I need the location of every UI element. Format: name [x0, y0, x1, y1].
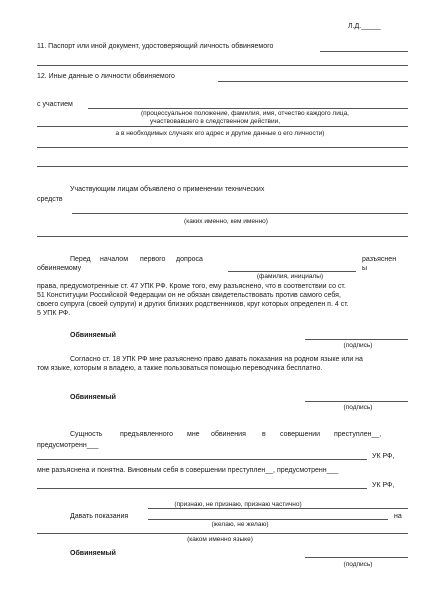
signature-1-field[interactable]: [305, 339, 408, 340]
participation-field-3[interactable]: [37, 147, 408, 148]
participation-field[interactable]: [88, 108, 408, 109]
signature-3-hint: (подпись): [343, 561, 373, 568]
charge-word-charge: обвинения: [211, 431, 246, 438]
participation-hint-1: (процессуальное положение, фамилия, имя, отчество каждого лица,: [141, 110, 349, 117]
testimony-willingness-field[interactable]: [148, 519, 388, 520]
language-line-2: том языке, которым я владею, а также пользоваться помощью переводчика бесплатно.: [37, 365, 323, 372]
charge-word-commission: совершении: [280, 431, 321, 438]
item-12-label: 12. Иные данные о личности обвиняемого: [37, 73, 175, 80]
interrogation-word-explained: разъяснен: [362, 256, 397, 263]
rights-paragraph-line-4: 5 УПК РФ.: [37, 310, 71, 317]
charge-guilt-line: мне разъяснена и понятна. Виновным себя в совершении преступлен__, предусмотренн___: [37, 467, 339, 474]
participation-field-4[interactable]: [37, 166, 408, 167]
testimony-plea-field[interactable]: [148, 508, 408, 509]
signature-2-label: Обвиняемый: [70, 394, 116, 401]
signature-1-label: Обвиняемый: [70, 332, 116, 339]
charge-word-me: мне: [187, 431, 200, 438]
testimony-hint-willingness: (желаю, не желаю): [211, 521, 269, 528]
testimony-hint-language: (каком именно языке): [187, 536, 253, 543]
item-11-label: 11. Паспорт или иной документ, удостоверяющий личность обвиняемого: [37, 43, 274, 50]
charge-provided: предусмотренн___: [37, 442, 99, 449]
signature-2-hint: (подпись): [343, 404, 373, 411]
interrogation-word-before: Перед: [70, 256, 91, 263]
technical-field[interactable]: [72, 213, 408, 214]
charge-uk-2: УК РФ,: [372, 482, 395, 489]
charge-word-essence: Сущность: [70, 431, 103, 438]
interrogation-word-first: первого: [140, 256, 166, 263]
charge-word-crime: преступлен__,: [334, 431, 382, 438]
testimony-language-field[interactable]: [37, 533, 408, 534]
charge-word-presented: предъявленного: [120, 431, 173, 438]
rights-paragraph-line-1: права, предусмотренные ст. 47 УПК РФ. Кроме того, ему разъяснено, что в соответствии со ст.: [37, 283, 346, 290]
accused-name-field[interactable]: [228, 271, 356, 272]
participation-hint-2: участвовавшего в следственном действии,: [149, 118, 281, 125]
language-line-1: Согласно ст. 18 УПК РФ мне разъяснено право давать показания на родном языке или на: [70, 356, 363, 363]
technical-line-1: Участвующим лицам объявлено о применении технических: [70, 186, 265, 193]
testimony-label: Давать показания: [70, 513, 129, 520]
accused-name-hint: (фамилия, инициалы): [256, 273, 324, 280]
signature-3-field[interactable]: [305, 557, 408, 558]
participation-label: с участием: [37, 101, 73, 108]
technical-field-2[interactable]: [37, 236, 408, 237]
participation-hint-3: а в необходимых случаях его адрес и другие данные о его личности): [115, 130, 325, 137]
signature-3-label: Обвиняемый: [70, 550, 116, 557]
charge-uk-1: УК РФ,: [372, 453, 395, 460]
item-11-field[interactable]: [320, 51, 408, 52]
technical-hint: (каких именно, кем именно): [184, 218, 268, 225]
rights-paragraph-line-3: своего супруга (своей супруги) и других близких родственников, круг которых определен п. 4 ст.: [37, 301, 349, 308]
participation-field-2[interactable]: [37, 126, 408, 127]
page-reference: Л.Д._____: [348, 23, 381, 30]
interrogation-plural-suffix: ы: [362, 265, 368, 272]
signature-1-hint: (подпись): [343, 342, 373, 349]
charge-field[interactable]: [37, 459, 367, 460]
interrogation-accused: обвиняемому: [37, 265, 82, 272]
interrogation-word-question: допроса: [176, 256, 203, 263]
item-11-field-continued[interactable]: [37, 65, 408, 66]
testimony-hint-plea: (признаю, не признаю, признаю частично): [174, 501, 302, 508]
signature-2-field[interactable]: [305, 401, 408, 402]
testimony-na: на: [394, 513, 402, 520]
charge-field-2[interactable]: [37, 488, 367, 489]
interrogation-word-start: началом: [100, 256, 129, 263]
rights-paragraph-line-2: 51 Конституции Российской Федерации он не обязан свидетельствовать против самого себя,: [37, 292, 341, 299]
technical-line-2: средств: [37, 196, 63, 203]
charge-word-in: в: [262, 431, 266, 438]
item-12-field[interactable]: [218, 81, 408, 82]
